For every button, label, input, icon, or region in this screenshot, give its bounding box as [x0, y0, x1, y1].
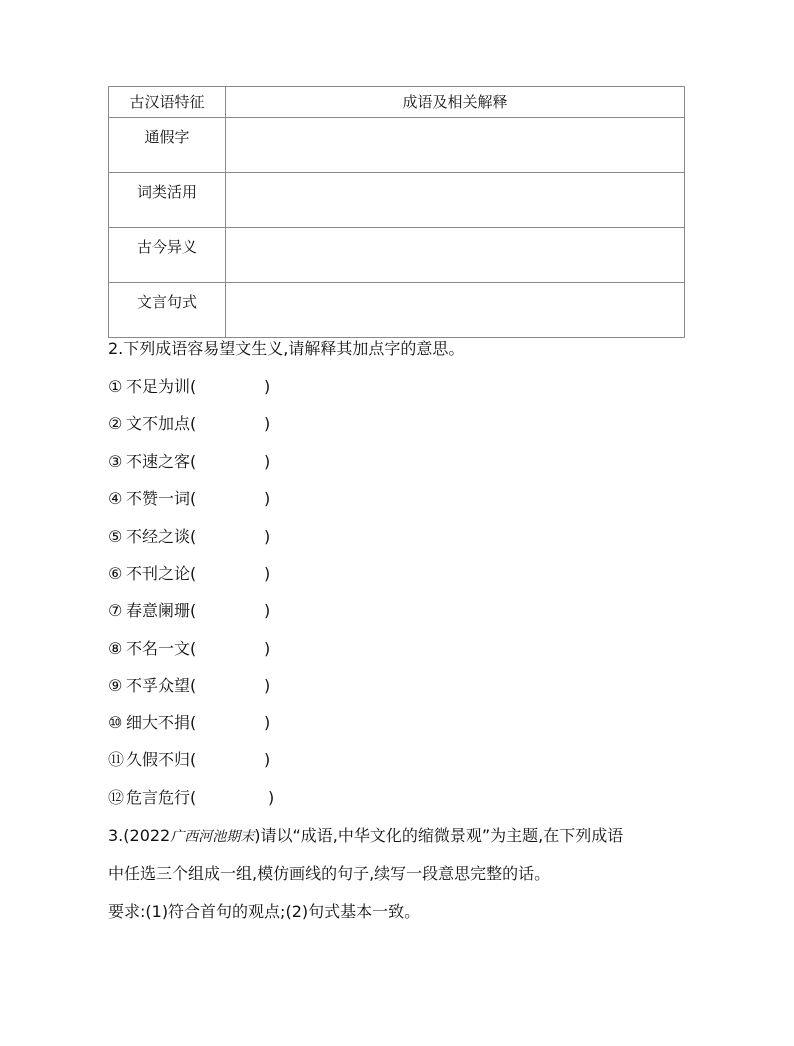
- table-row: [109, 283, 685, 338]
- question-3-line-2: 中任选三个组成一组,模仿画线的句子,续写一段意思完整的话。: [108, 864, 551, 883]
- answer-paren-open: (: [190, 452, 197, 471]
- question-3-requirements: 要求:(1)符合首句的观点;(2)句式基本一致。: [108, 902, 421, 921]
- idiom-text: 细大不捐: [126, 713, 191, 732]
- answer-paren-close: ): [264, 377, 271, 396]
- idiom-text: 不经之谈: [126, 527, 191, 546]
- idiom-text: 危言危行: [126, 788, 191, 807]
- table-header-idioms: 成语及相关解释: [226, 87, 685, 118]
- answer-paren-close: ): [268, 788, 275, 807]
- item-number: ⑥: [108, 564, 123, 583]
- idiom-text: 文不加点: [126, 414, 191, 433]
- list-item: [108, 639, 271, 659]
- answer-paren-open: (: [190, 414, 197, 433]
- answer-paren-close: ): [264, 489, 271, 508]
- table-row: [109, 228, 685, 283]
- idiom-text: 不名一文: [126, 639, 191, 658]
- answer-paren-open: (: [190, 713, 197, 732]
- row-answer-cell[interactable]: [226, 173, 685, 228]
- row-answer-cell[interactable]: [226, 228, 685, 283]
- list-item: [108, 564, 271, 584]
- table-row: [109, 118, 685, 173]
- answer-paren-open: (: [190, 489, 197, 508]
- idiom-text: 不速之客: [126, 452, 191, 471]
- answer-paren-close: ): [264, 639, 271, 658]
- item-number: ⑩: [108, 713, 123, 732]
- idiom-text: 不足为训: [126, 377, 191, 396]
- item-number: ④: [108, 489, 123, 508]
- question-3-line-1: [108, 828, 623, 844]
- answer-paren-open: (: [190, 601, 197, 620]
- row-label: 文言句式: [109, 283, 226, 338]
- answer-paren-open: (: [190, 527, 197, 546]
- q3-prefix: 3.(: [108, 826, 130, 845]
- answer-paren-open: (: [190, 676, 197, 695]
- table-row: [109, 173, 685, 228]
- item-number: ②: [108, 414, 123, 433]
- answer-paren-open: (: [190, 564, 197, 583]
- row-label: 通假字: [109, 118, 226, 173]
- row-answer-cell[interactable]: [226, 283, 685, 338]
- row-answer-cell[interactable]: [226, 118, 685, 173]
- table-header-row: [109, 87, 685, 118]
- answer-paren-close: ): [264, 564, 271, 583]
- list-item: [108, 601, 271, 621]
- item-number: ⑧: [108, 639, 123, 658]
- item-number: ⑤: [108, 527, 123, 546]
- list-item: [108, 750, 271, 770]
- question-2-title: 2.下列成语容易望文生义,请解释其加点字的意思。: [108, 339, 465, 358]
- item-number: ⑪: [108, 750, 125, 769]
- q3-line1-rest: )请以“成语,中华文化的缩微景观”为主题,在下列成语: [254, 826, 624, 845]
- list-item: [108, 452, 271, 472]
- answer-paren-close: ): [264, 414, 271, 433]
- table-header-feature: 古汉语特征: [109, 87, 226, 118]
- answer-paren-open: (: [190, 639, 197, 658]
- answer-paren-open: (: [190, 377, 197, 396]
- idiom-text: 不孚众望: [126, 676, 191, 695]
- idiom-text: 春意阑珊: [126, 601, 191, 620]
- item-number: ⑦: [108, 601, 123, 620]
- list-item: [108, 489, 271, 509]
- q3-year: 2022: [129, 826, 171, 845]
- idiom-text: 久假不归: [126, 750, 191, 769]
- item-number: ⑨: [108, 676, 123, 695]
- q3-source: 广西河池期末: [170, 829, 255, 845]
- answer-paren-close: ): [264, 676, 271, 695]
- list-item: [108, 788, 275, 808]
- list-item: [108, 527, 271, 547]
- row-label: 古今异义: [109, 228, 226, 283]
- answer-paren-close: ): [264, 452, 271, 471]
- answer-paren-close: ): [264, 527, 271, 546]
- idiom-feature-table: [108, 86, 685, 338]
- item-number: ⑫: [108, 788, 125, 807]
- item-number: ①: [108, 377, 123, 396]
- list-item: [108, 414, 271, 434]
- idiom-text: 不刊之论: [126, 564, 191, 583]
- list-item: [108, 377, 271, 397]
- answer-paren-close: ): [264, 713, 271, 732]
- answer-paren-close: ): [264, 750, 271, 769]
- item-number: ③: [108, 452, 123, 471]
- answer-paren-close: ): [264, 601, 271, 620]
- answer-paren-open: (: [190, 788, 197, 807]
- list-item: [108, 713, 271, 733]
- row-label: 词类活用: [109, 173, 226, 228]
- idiom-text: 不赞一词: [126, 489, 191, 508]
- list-item: [108, 676, 271, 696]
- answer-paren-open: (: [190, 750, 197, 769]
